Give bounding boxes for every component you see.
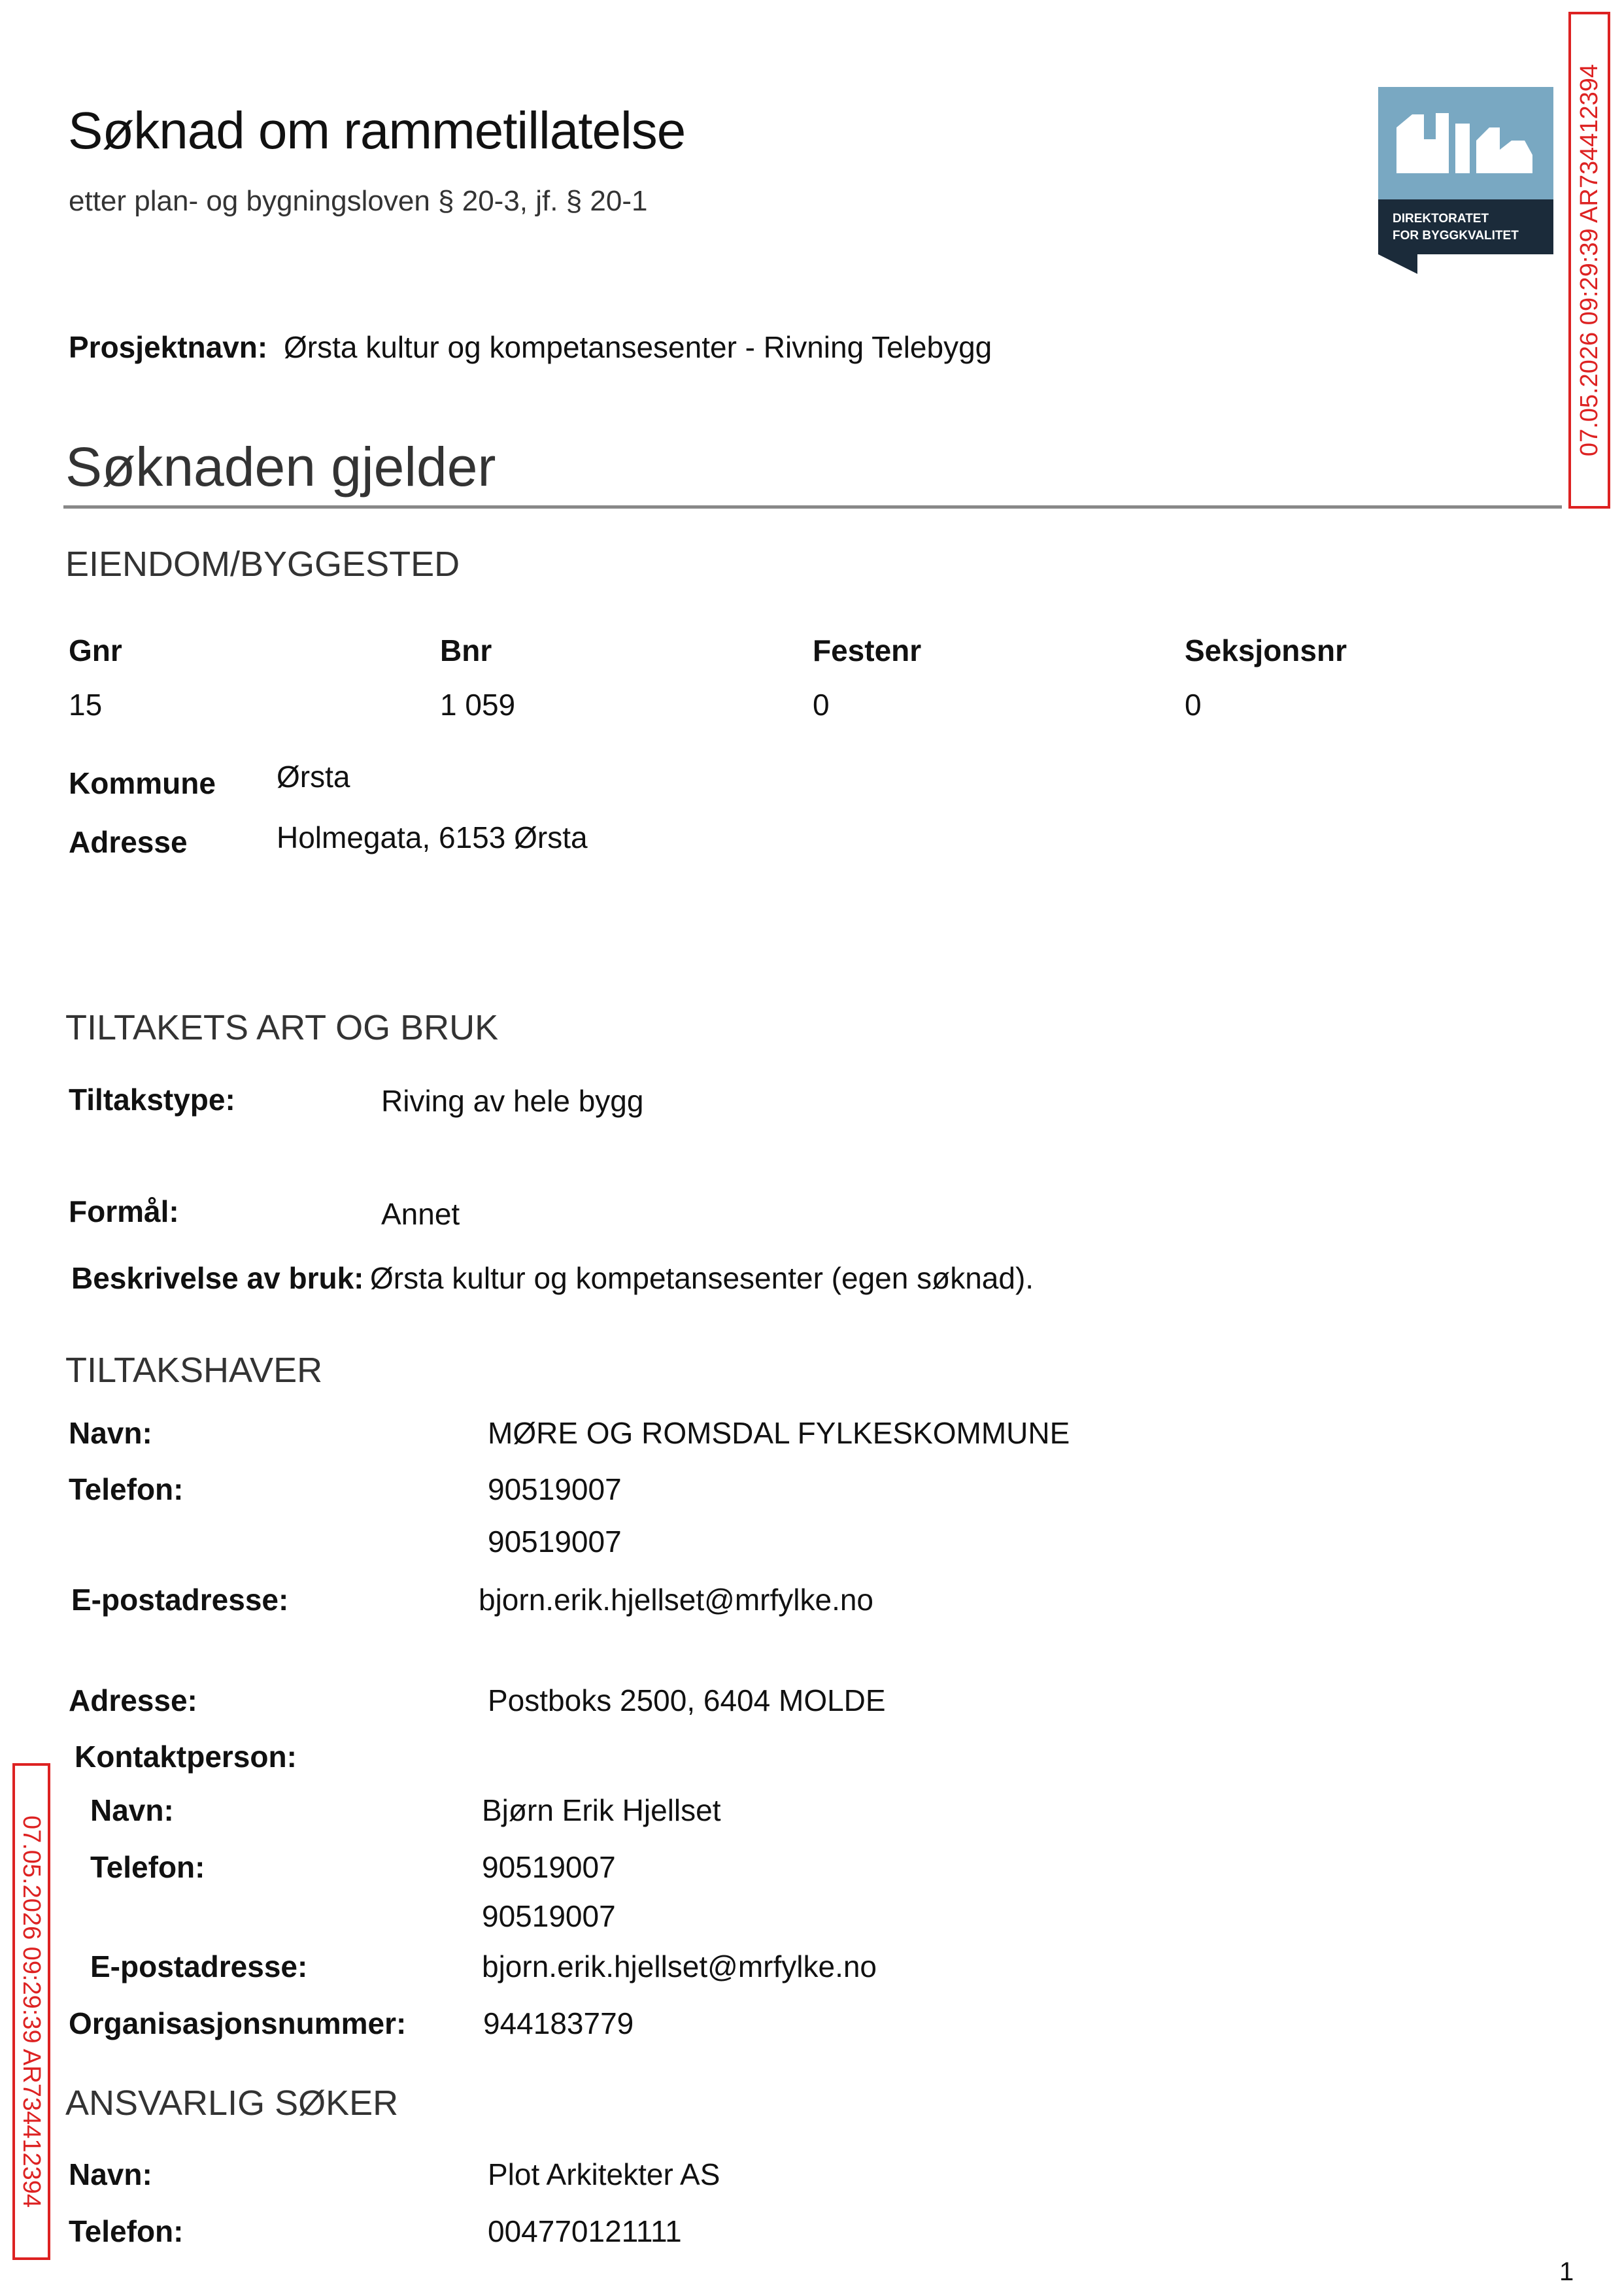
- logo-text-line2: FOR BYGGKVALITET: [1393, 229, 1519, 243]
- org-number-value: 944183779: [483, 2006, 634, 2040]
- project-name-value: Ørsta kultur og kompetansesenter - Rivning Telebygg: [284, 330, 992, 364]
- dibk-logo-icon: [1378, 87, 1553, 274]
- contact-person-label: Kontaktperson:: [75, 1740, 297, 1774]
- owner-email-label: E-postadresse:: [71, 1583, 289, 1617]
- tiltakstype-label: Tiltakstype:: [69, 1083, 235, 1117]
- owner-phone-label: Telefon:: [69, 1472, 184, 1506]
- tiltakstype-value: Riving av hele bygg: [381, 1084, 644, 1118]
- gnr-value: 15: [69, 688, 103, 722]
- contact-phone-label: Telefon:: [90, 1850, 205, 1884]
- applicant-name-value: Plot Arkitekter AS: [488, 2157, 720, 2191]
- contact-phone-value-2: 90519007: [482, 1899, 616, 1933]
- applicant-name-label: Navn:: [69, 2157, 152, 2191]
- gnr-label: Gnr: [69, 633, 122, 667]
- timestamp-stamp-left: [12, 1763, 50, 2260]
- page-subtitle: etter plan- og bygningsloven § 20-3, jf. § 20-1: [69, 185, 648, 217]
- applicant-phone-label: Telefon:: [69, 2214, 184, 2248]
- owner-address-value: Postboks 2500, 6404 MOLDE: [488, 1683, 886, 1717]
- adresse-value: Holmegata, 6153 Ørsta: [277, 820, 588, 854]
- festenr-value: 0: [813, 688, 830, 722]
- owner-name-label: Navn:: [69, 1416, 152, 1450]
- contact-name-value: Bjørn Erik Hjellset: [482, 1793, 721, 1827]
- heading-divider: [63, 505, 1562, 509]
- adresse-label: Adresse: [69, 825, 188, 859]
- dibk-logo: [1378, 87, 1553, 274]
- formal-label: Formål:: [69, 1194, 179, 1228]
- applicant-phone-value: 004770121111: [488, 2214, 682, 2248]
- section-heading-applicant: ANSVARLIG SØKER: [65, 2083, 399, 2123]
- section-heading-property: EIENDOM/BYGGESTED: [65, 545, 460, 584]
- owner-phone-value-2: 90519007: [488, 1525, 622, 1559]
- page-number: 1: [1559, 2257, 1574, 2286]
- bnr-value: 1 059: [440, 688, 516, 722]
- contact-email-value: bjorn.erik.hjellset@mrfylke.no: [482, 1949, 877, 1983]
- seksjonsnr-label: Seksjonsnr: [1185, 633, 1347, 667]
- contact-email-label: E-postadresse:: [90, 1949, 308, 1983]
- owner-name-value: MØRE OG ROMSDAL FYLKESKOMMUNE: [488, 1416, 1070, 1450]
- section-heading-project-type: TILTAKETS ART OG BRUK: [65, 1008, 499, 1047]
- beskrivelse-label: Beskrivelse av bruk:: [71, 1261, 364, 1295]
- festenr-label: Festenr: [813, 633, 922, 667]
- logo-text-line1: DIREKTORATET: [1393, 212, 1489, 226]
- seksjonsnr-value: 0: [1185, 688, 1202, 722]
- org-number-label: Organisasjonsnummer:: [69, 2006, 407, 2040]
- kommune-label: Kommune: [69, 766, 216, 800]
- owner-email-value: bjorn.erik.hjellset@mrfylke.no: [479, 1583, 874, 1617]
- main-heading: Søknaden gjelder: [65, 436, 496, 498]
- beskrivelse-value: Ørsta kultur og kompetansesenter (egen søknad).: [370, 1261, 1034, 1295]
- stamp-text: 07.05.2026 09:29:39 AR734412394: [18, 1815, 45, 2208]
- contact-phone-value-1: 90519007: [482, 1850, 616, 1884]
- contact-name-label: Navn:: [90, 1793, 174, 1827]
- owner-phone-value-1: 90519007: [488, 1472, 622, 1506]
- bnr-label: Bnr: [440, 633, 492, 667]
- stamp-text: 07.05.2026 09:29:39 AR734412394: [1576, 63, 1603, 457]
- timestamp-stamp-right: [1568, 12, 1610, 509]
- section-heading-owner: TILTAKSHAVER: [65, 1351, 323, 1390]
- owner-address-label: Adresse:: [69, 1683, 197, 1717]
- project-name-label: Prosjektnavn:: [69, 330, 268, 364]
- formal-value: Annet: [381, 1197, 460, 1231]
- kommune-value: Ørsta: [277, 760, 350, 794]
- page-title: Søknad om rammetillatelse: [68, 101, 686, 160]
